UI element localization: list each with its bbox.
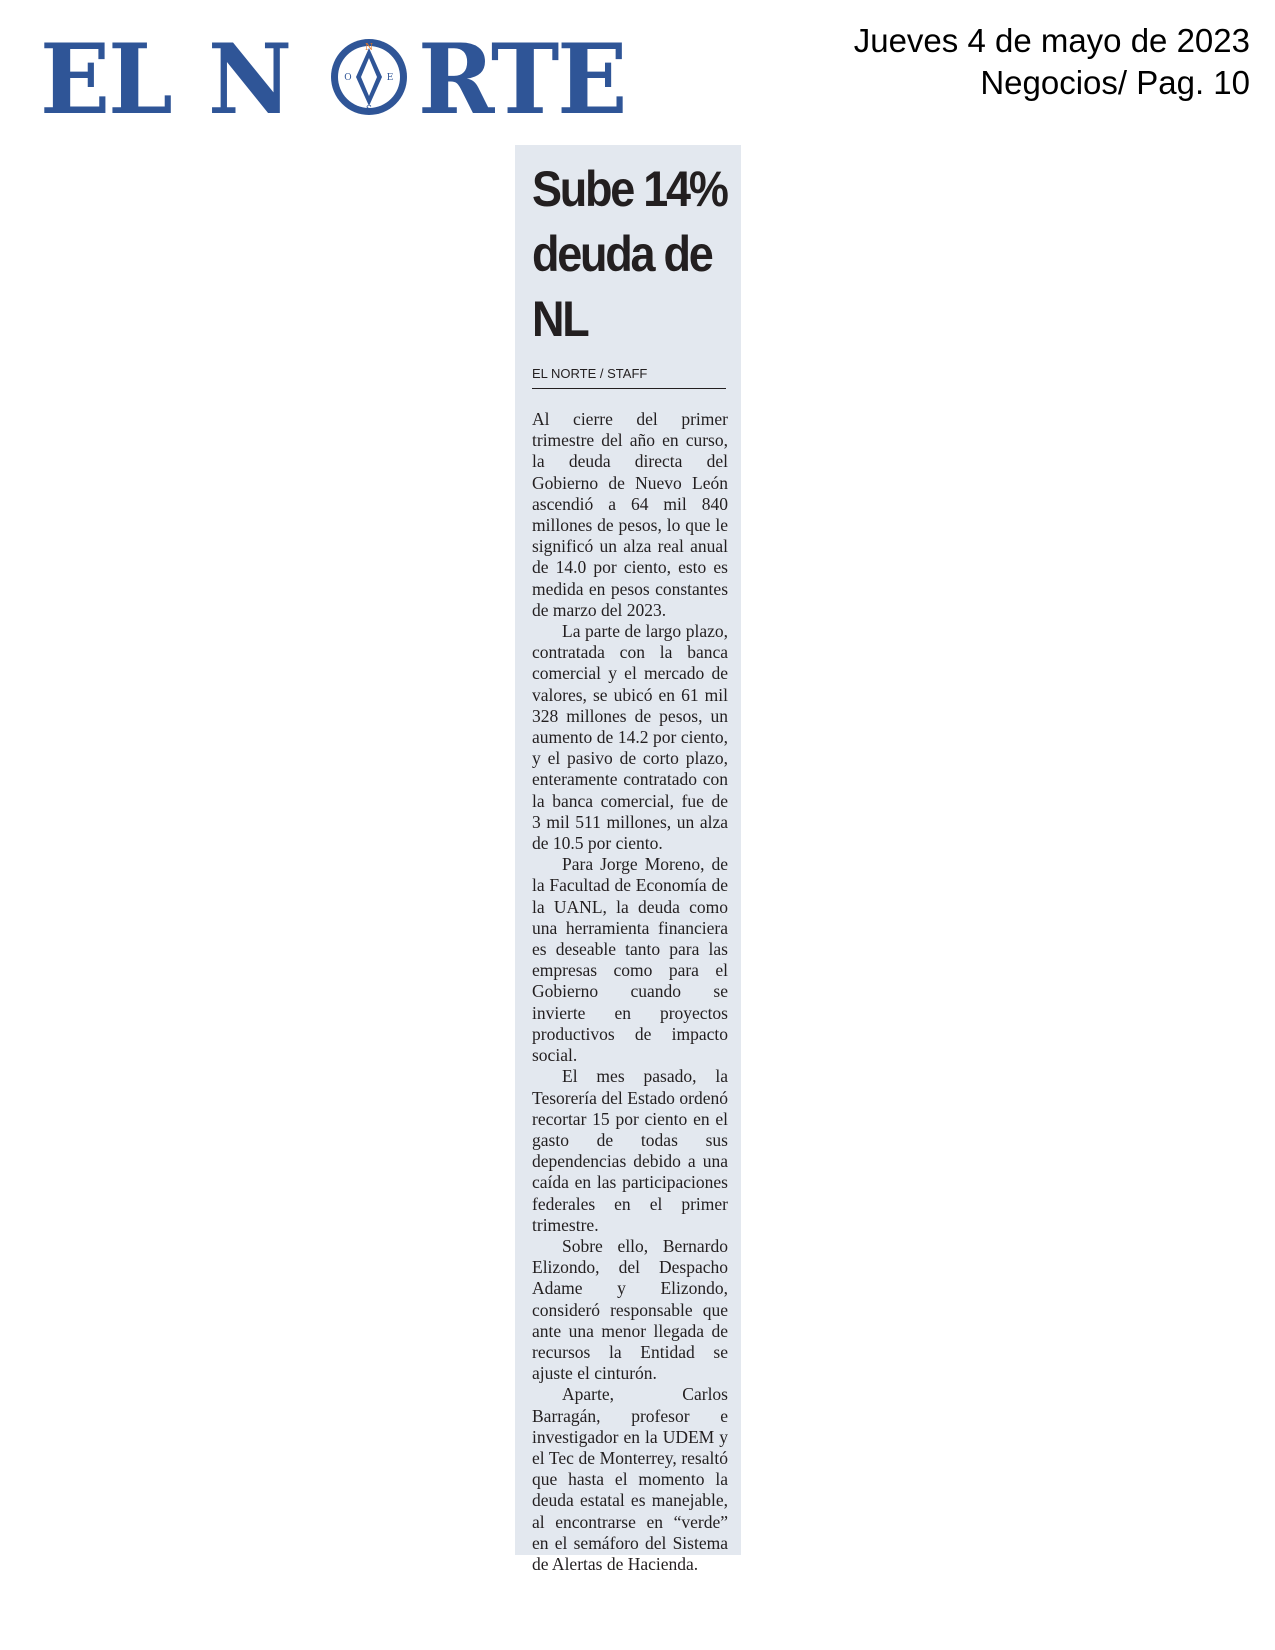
- compass-north: N: [365, 43, 373, 53]
- article-paragraph: Aparte, Carlos Barragán, profesor e investigador en la UDEM y el Tec de Monterrey, resaltó que hasta el momento la deuda estatal es manejable, al encontrarse en “verde” en el semáforo del Sistema de Alertas de Hacienda.: [532, 1384, 728, 1574]
- logo-n-text: N: [208, 22, 291, 136]
- article-paragraph: Sobre ello, Bernardo Elizondo, del Despacho Adame y Elizondo, consideró responsable que ante una menor llegada de recursos la Entidad se ajuste el cinturón.: [532, 1235, 728, 1384]
- logo-el-text: EL: [40, 22, 171, 136]
- compass-south: S: [365, 105, 373, 115]
- issue-section-page: Negocios/ Pag. 10: [980, 64, 1250, 101]
- compass-east: E: [386, 73, 394, 83]
- article-headline: Sube 14% deuda de NL: [532, 161, 727, 347]
- compass-west: O: [344, 73, 352, 83]
- masthead-logo: [40, 22, 630, 136]
- issue-info: [854, 20, 1250, 104]
- article-paragraph: La parte de largo plazo, contratada con la banca comercial y el mercado de valores, se ubicó en 61 mil 328 millones de pesos, un aumento de 14.2 por ciento, y el pasivo de corto plazo, enteramente contratado con la banca comercial, fue de 3 mil 511 millones, un alza de 10.5 por ciento.: [532, 621, 728, 854]
- article-paragraph: Para Jorge Moreno, de la Facultad de Economía de la UANL, la deuda como una herramienta financiera es deseable tanto para las empresas como para el Gobierno cuando se invierte en proyectos productivos de impacto social.: [532, 854, 728, 1066]
- compass-icon: [328, 36, 410, 118]
- article-column: [515, 145, 741, 1574]
- article-paragraph: Al cierre del primer trimestre del año en curso, la deuda directa del Gobierno de Nuevo León ascendió a 64 mil 840 millones de pesos, lo que le significó un alza real anual de 14.0 por ciento, esto es medida en pesos constantes de marzo del 2023.: [532, 409, 728, 620]
- article-byline: EL NORTE / STAFF: [532, 366, 726, 389]
- article-paragraph: El mes pasado, la Tesorería del Estado ordenó recortar 15 por ciento en el gasto de todas sus dependencias debido a una caída en las participaciones federales en el primer trimestre.: [532, 1066, 728, 1235]
- logo-rte-text: RTE: [418, 22, 626, 136]
- issue-date: Jueves 4 de mayo de 2023: [853, 22, 1250, 59]
- article-body: [532, 409, 728, 1575]
